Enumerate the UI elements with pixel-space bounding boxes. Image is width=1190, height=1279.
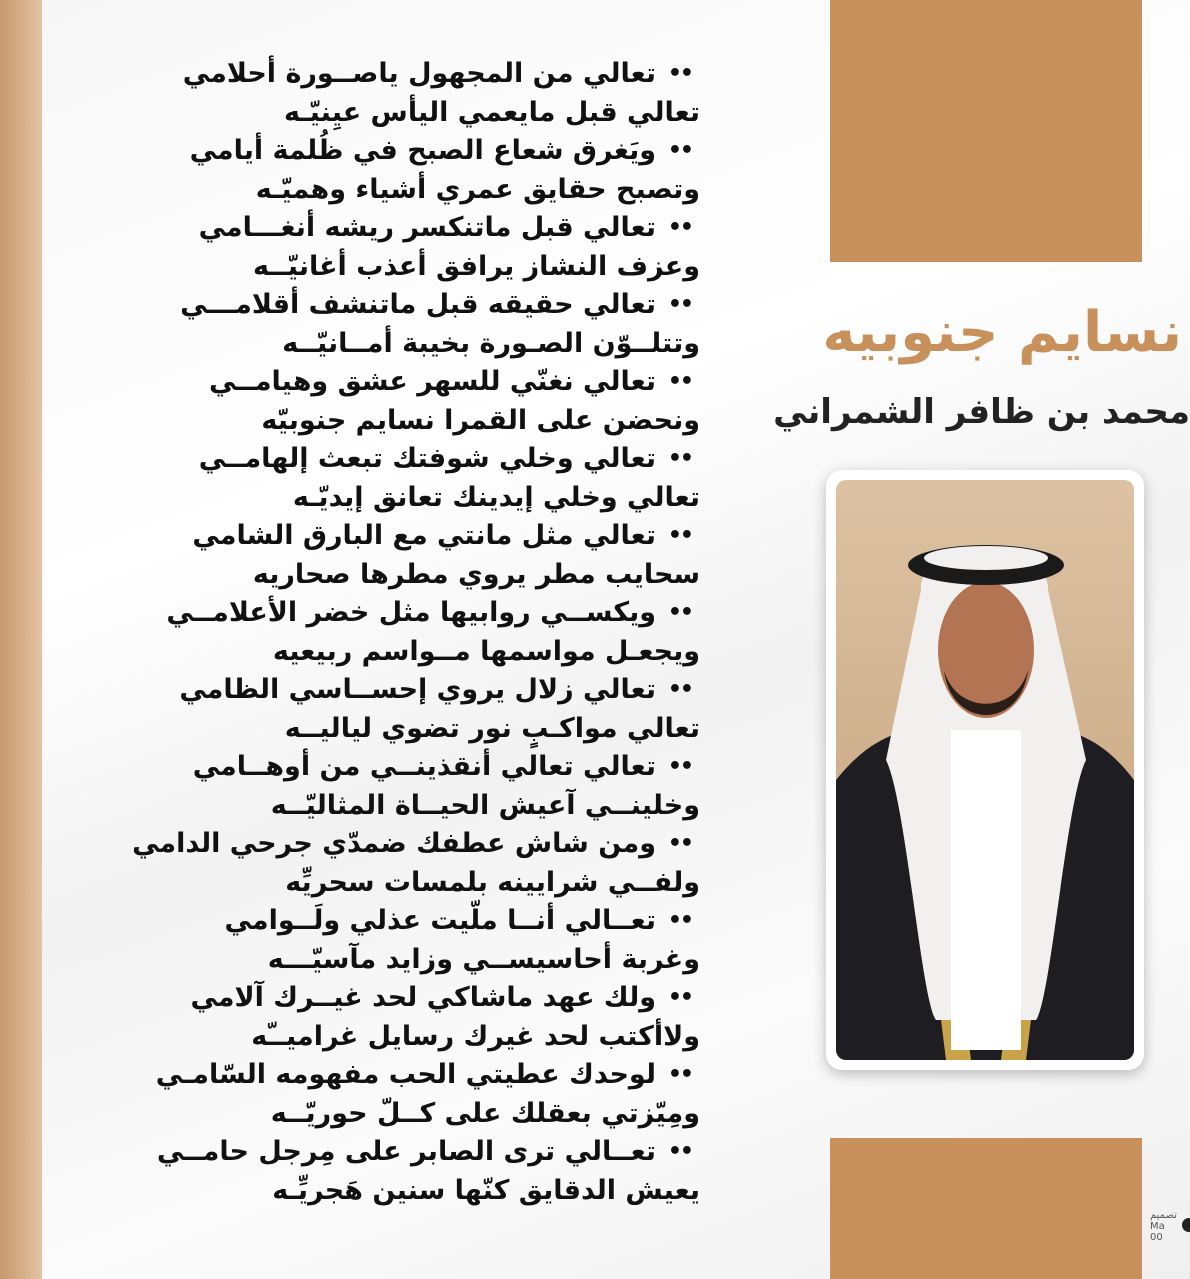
poem-line-first — [150, 286, 700, 325]
bullet-icon: •• — [667, 138, 692, 163]
poem-line-first — [150, 1133, 700, 1172]
poem-stanza — [150, 902, 700, 979]
bullet-icon: •• — [667, 677, 692, 702]
poem-line-text: تعالي مثل مانتي مع البارق الشامي — [192, 520, 656, 551]
poem-line-text: تعــالي ترى الصابر على مِرجل حامــي — [156, 1136, 656, 1167]
poem-line-second: سحايب مطر يروي مطرها صحاريه — [252, 558, 700, 590]
poem-line-second: تعالي قبل مايعمي اليأس عيِنيّـه — [284, 96, 700, 128]
poet-name: محمد بن ظافر الشمراني — [773, 392, 1190, 432]
poem-stanza — [150, 1056, 700, 1133]
poem-line-second: ولفــي شرايينه بلمسات سحريِّه — [285, 866, 700, 898]
designer-handle: Ma — [1150, 1221, 1165, 1232]
bottom-accent-block — [830, 1138, 1142, 1279]
left-decorative-strip — [0, 0, 42, 1279]
poem-line-text: تعالي حقيقه قبل ماتنشف أقلامـــي — [180, 289, 656, 320]
poem-line-first — [150, 517, 700, 556]
top-accent-block — [830, 0, 1142, 262]
poet-photo-frame — [826, 470, 1144, 1070]
bullet-icon: •• — [667, 908, 692, 933]
bullet-icon: •• — [667, 754, 692, 779]
poem-line-text: ولك عهد ماشاكي لحد غيــرك آلامي — [190, 982, 656, 1013]
poem-stanza — [150, 440, 700, 517]
poem-stanza — [150, 671, 700, 748]
poem-line-second: تعالي مواكـبٍ نور تضوي لياليــه — [284, 712, 700, 744]
poem-line-first — [150, 902, 700, 941]
poem-line-text: تعــالي أنــا ملّيت عذلي ولَــوامي — [224, 905, 656, 936]
bullet-icon: •• — [667, 61, 692, 86]
poem-line-first — [150, 594, 700, 633]
poem-line-text: تعالي قبل ماتنكسر ريشه أنغـــامي — [198, 212, 656, 243]
poem-line-first — [150, 1056, 700, 1095]
poem-line-text: تعالي وخلي شوفتك تبعث إلهامــي — [198, 443, 656, 474]
poem-line-second: تعالي وخلي إيدينك تعانق إيديّـه — [292, 481, 700, 513]
poem-line-text: تعالي نغنّي للسهر عشق وهيامــي — [209, 366, 656, 397]
poem-stanza — [150, 517, 700, 594]
designer-label: تصميم — [1150, 1210, 1177, 1221]
bullet-icon: •• — [667, 446, 692, 471]
poem-stanza — [150, 132, 700, 209]
poem-line-first — [150, 748, 700, 787]
poem-stanza — [150, 594, 700, 671]
bullet-icon: •• — [667, 1139, 692, 1164]
poem-line-text: تعالي من المجهول ياصــورة أحلامي — [182, 58, 656, 89]
bullet-icon: •• — [667, 523, 692, 548]
poem-body — [132, 55, 700, 1210]
poem-line-second: وعزف النشاز يرافق أعذب أغانيّــه — [252, 250, 700, 282]
bullet-icon: •• — [667, 985, 692, 1010]
poet-photo — [836, 480, 1134, 1060]
bullet-icon: •• — [667, 831, 692, 856]
poem-line-first — [150, 209, 700, 248]
poem-line-text: ويكســي روابيها مثل خضر الأعلامــي — [166, 597, 656, 628]
poem-line-second: يعيش الدقايق كنّها سنين هَجريِّـه — [272, 1174, 700, 1206]
poem-line-first — [132, 825, 700, 864]
poem-line-text: ويَغرق شعاع الصبح في ظُلمة أيامي — [189, 135, 656, 166]
poem-line-text: تعالي تعالي أنقذينــي من أوهــامي — [192, 751, 656, 782]
poem-stanza — [150, 286, 700, 363]
poem-stanza — [150, 209, 700, 286]
poem-line-second: وتصبح حقايق عمري أشياء وهميّـه — [255, 173, 700, 205]
poem-line-text: تعالي زلال يروي إحســاسي الظامي — [179, 674, 656, 705]
designer-number: 00 — [1150, 1232, 1163, 1243]
poem-line-second: ولاأكتب لحد غيرك رسايل غراميــّه — [251, 1020, 700, 1052]
poem-line-first — [150, 363, 700, 402]
poem-line-text: ومن شاش عطفك ضمدّي جرحي الدامي — [132, 828, 656, 859]
bullet-icon: •• — [667, 369, 692, 394]
bullet-icon: •• — [667, 600, 692, 625]
poem-line-second: وغربة أحاسيســي وزايد مآسيّـــه — [267, 943, 700, 975]
poem-line-second: ونحضن على القمرا نسايم جنوبيّه — [261, 404, 700, 436]
poem-stanza — [132, 825, 700, 902]
bullet-icon: •• — [667, 1062, 692, 1087]
poem-stanza — [150, 979, 700, 1056]
poem-stanza — [150, 363, 700, 440]
poem-stanza — [150, 1133, 700, 1210]
poem-line-text: لوحدك عطيتي الحب مفهومه السّامـي — [155, 1059, 656, 1090]
designer-watermark — [1150, 1210, 1190, 1279]
poem-line-second: ويجعـل مواسمها مــواسم ربيعيه — [272, 635, 700, 667]
poem-title: نسايم جنوبيه — [822, 300, 1182, 365]
bullet-icon: •• — [667, 292, 692, 317]
bullet-icon: •• — [667, 215, 692, 240]
poem-stanza — [150, 748, 700, 825]
poem-line-first — [150, 55, 700, 94]
poem-line-first — [150, 671, 700, 710]
poem-line-second: وتتلــوّن الصـورة بخيبة أمــانيّــه — [282, 327, 700, 359]
poem-stanza — [150, 55, 700, 132]
designer-logo-icon — [1182, 1218, 1190, 1232]
poem-line-first — [150, 132, 700, 171]
poem-line-first — [150, 440, 700, 479]
poem-line-second: ومِيّزتي بعقلك على كــلّ حوريّــه — [270, 1097, 700, 1129]
poem-line-second: وخلينــي آعيش الحيــاة المثاليّــه — [270, 789, 700, 821]
poem-line-first — [150, 979, 700, 1018]
